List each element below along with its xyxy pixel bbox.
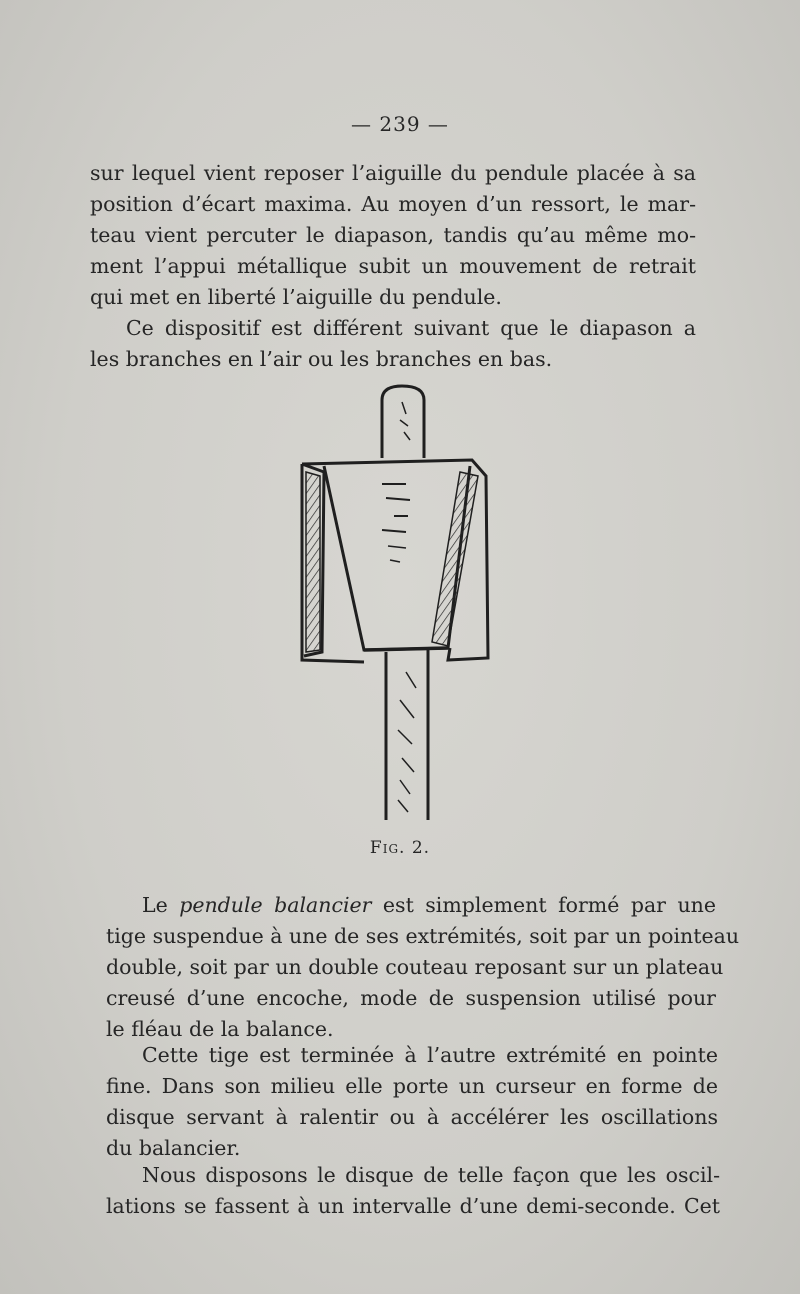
text-line: le fléau de la balance. <box>106 1017 334 1041</box>
emphasis-term: pendule balancier <box>179 893 372 917</box>
text-line: du balancier. <box>106 1136 241 1160</box>
text-line: teau vient percuter le diapason, tandis qu’au même mo- <box>90 223 696 247</box>
rod-bottom <box>386 650 428 820</box>
paragraph-2 <box>90 313 696 375</box>
text-line: tige suspendue à une de ses extrémités, soit par un pointeau <box>106 924 740 948</box>
text-line <box>106 890 716 921</box>
text-run: Le <box>142 893 180 917</box>
paragraph-3 <box>106 890 740 1045</box>
text-line: double, soit par un double couteau reposant sur un plateau <box>106 955 724 979</box>
figure-caption: Fig. 2. <box>369 838 431 858</box>
disc-cursor <box>302 460 488 662</box>
text-run: est simplement formé par une <box>371 893 716 917</box>
rod-top <box>382 386 424 458</box>
figure-pendulum-drawing <box>290 380 510 830</box>
text-line: lations se fassent à un intervalle d’une demi-seconde. Cet <box>106 1194 720 1218</box>
paragraph-5 <box>106 1160 720 1222</box>
text-line: creusé d’une encoche, mode de suspension utilisé pour <box>106 986 716 1010</box>
text-line: fine. Dans son milieu elle porte un curseur en forme de <box>106 1074 718 1098</box>
text-line: ment l’appui métallique subit un mouvement de retrait <box>90 254 696 278</box>
text-line: position d’écart maxima. Au moyen d’un ressort, le mar- <box>90 192 696 216</box>
text-line: Cette tige est terminée à l’autre extrémité en pointe <box>142 1043 718 1067</box>
page-number: — 239 — <box>351 112 449 136</box>
text-line: Nous disposons le disque de telle façon que les oscil- <box>142 1163 720 1187</box>
text-line: disque servant à ralentir ou à accélérer les oscillations <box>106 1105 718 1129</box>
paragraph-4 <box>106 1040 718 1164</box>
text-line: Ce dispositif est différent suivant que le diapason a <box>126 316 696 340</box>
text-line: les branches en l’air ou les branches en bas. <box>90 347 553 371</box>
paragraph-1 <box>90 158 696 313</box>
text-line: sur lequel vient reposer l’aiguille du pendule placée à sa <box>90 161 696 185</box>
text-line: qui met en liberté l’aiguille du pendule. <box>90 285 502 309</box>
